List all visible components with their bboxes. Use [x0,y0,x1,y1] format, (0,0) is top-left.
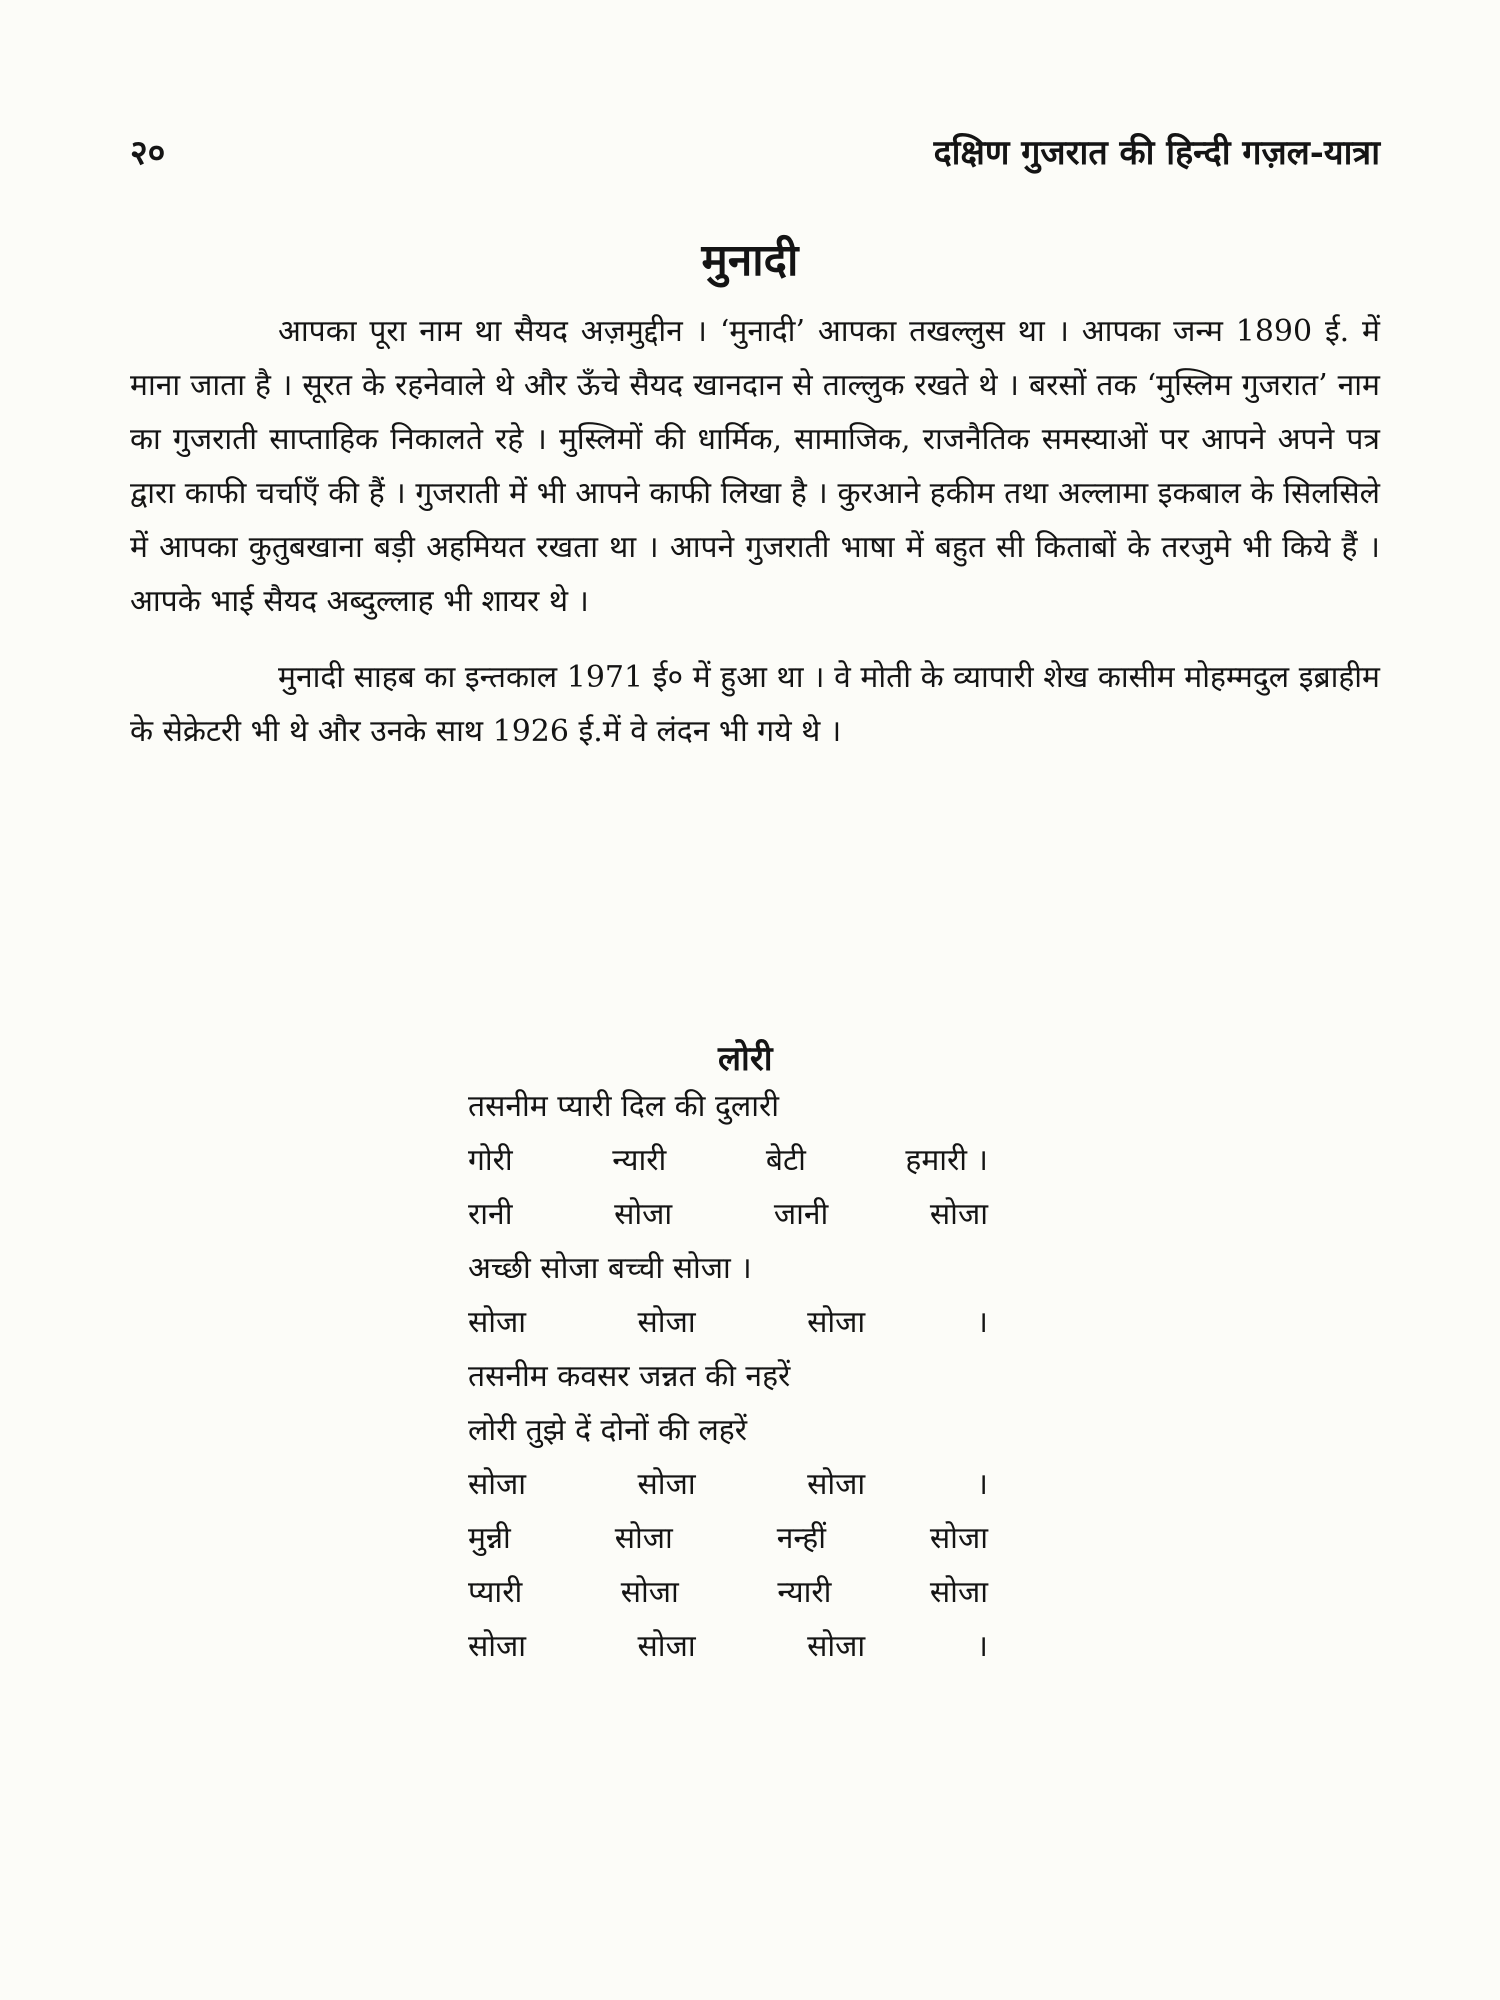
poem-word: सोजा [468,1305,527,1340]
poem-word: तसनीम प्यारी दिल की दुलारी [468,1089,780,1124]
poem-line [468,1566,988,1620]
running-head: दक्षिण गुजरात की हिन्दी गज़ल-यात्रा [933,133,1380,173]
poem-word: सोजा [929,1197,988,1232]
poem-word: सोजा [637,1629,696,1664]
poem-word: सोजा [929,1521,988,1556]
poem-word: नन्हीं [776,1521,827,1556]
paragraph-2: मुनादी साहब का इन्तकाल 1971 ई० में हुआ था । वे मोती के व्यापारी शेख कासीम मोहम्मदुल इब्राहीम के सेक्रेटरी भी थे और उनके साथ 1926 ई.में वे लंदन भी गये थे । [130,660,1380,749]
poem-word: । [976,1467,988,1502]
poem-line [468,1134,988,1188]
poem-line [468,1458,988,1512]
poem-line [468,1620,988,1674]
poem-verses [468,1080,988,1674]
poem-word: सोजा [637,1467,696,1502]
poem-word: बेटी [765,1143,806,1178]
poem-line [468,1188,988,1242]
poem-word: सोजा [807,1305,866,1340]
poem-word: मुन्नी [468,1521,511,1556]
poem-line [468,1350,988,1404]
poem-word: सोजा [468,1629,527,1664]
poem-word: सोजा [929,1575,988,1610]
poem-word: सोजा [620,1575,679,1610]
poem-word: न्यारी [777,1575,832,1610]
poem-word: जानी [773,1197,829,1232]
paragraph-1: आपका पूरा नाम था सैयद अज़मुद्दीन । ‘मुनादी’ आपका तखल्लुस था । आपका जन्म 1890 ई. में माना जाता है । सूरत के रहनेवाले थे और ऊँचे सैयद खानदान से ताल्लुक रखते थे । बरसों तक ‘मुस्लिम गुजरात’ नाम का गुजराती साप्ताहिक निकालते रहे । मुस्लिमों की धार्मिक, सामाजिक, राजनैतिक समस्याओं पर आपने अपने पत्र द्वारा काफी चर्चाएँ की हैं । गुजराती में भी आपने काफी लिखा है । कुरआने हकीम तथा अल्लामा इकबाल के सिलसिले में आपका कुतुबखाना बड़ी अहमियत रखता था । आपने गुजराती भाषा में बहुत सी किताबों के तरजुमे भी किये हैं । आपके भाई सैयद अब्दुल्लाह भी शायर थे । [130,314,1380,619]
poem-word: अच्छी सोजा बच्ची सोजा । [468,1251,752,1286]
page-header [130,128,1380,178]
page-number: २० [130,133,166,173]
poem-word: न्यारी [612,1143,667,1178]
poem-word: गोरी [468,1143,513,1178]
poem-word: । [976,1629,988,1664]
poem-line [468,1242,988,1296]
section-title: मुनादी [701,235,799,286]
poem-word: प्यारी [468,1575,523,1610]
poem-word: सोजा [637,1305,696,1340]
biography-text [130,305,1380,759]
poem-word: तसनीम कवसर जन्नत की नहरें [468,1359,791,1394]
poem-line [468,1080,988,1134]
poem-word: । [976,1305,988,1340]
poem-word: हमारी । [905,1143,988,1178]
poem-line [468,1296,988,1350]
poem-line [468,1404,988,1458]
poem-word: सोजा [807,1629,866,1664]
poem-word: सोजा [807,1467,866,1502]
poem-word: सोजा [614,1197,673,1232]
poem-word: सोजा [614,1521,673,1556]
poem-word: सोजा [468,1467,527,1502]
poem-word: रानी [468,1197,513,1232]
poem-word: लोरी तुझे दें दोनों की लहरें [468,1413,748,1448]
poem-title: लोरी [718,1039,773,1079]
poem-line [468,1512,988,1566]
